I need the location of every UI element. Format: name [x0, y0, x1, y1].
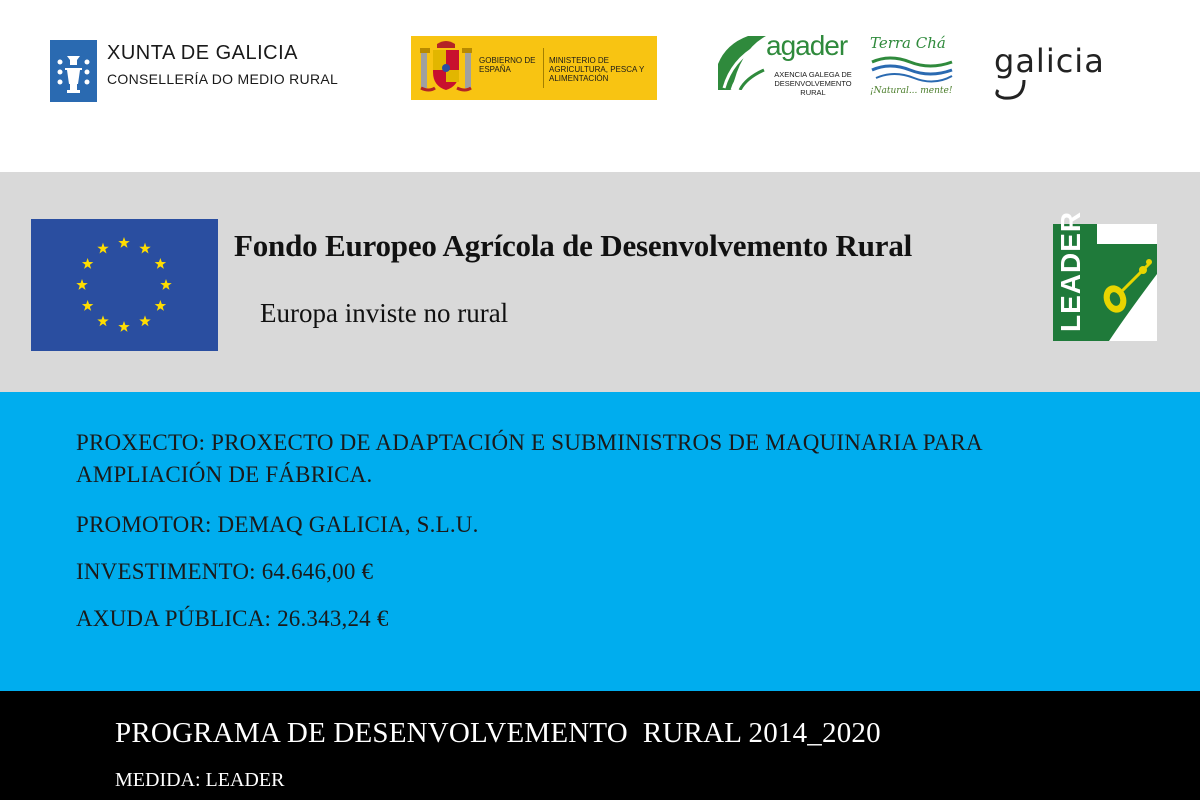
agader-logo [718, 30, 858, 97]
gobierno-text: GOBIERNO DE ESPAÑA [479, 56, 536, 74]
logo-strip [0, 0, 1200, 172]
feader-subtitle: Europa inviste no rural [260, 298, 509, 328]
ministerio-text: MINISTERIO DE AGRICULTURA, PESCA Y ALIMENTACIÓN [549, 56, 645, 83]
promotor-line: PROMOTOR: DEMAQ GALICIA, S.L.U. [76, 512, 479, 537]
eu-star-icon [82, 258, 93, 269]
xunta-de-galicia-logo [50, 40, 350, 102]
eu-star-icon [76, 279, 87, 290]
leader-logo-text: LEADER [1055, 210, 1086, 332]
programa-footer [0, 691, 1200, 800]
terra-cha-name: Terra Chá [870, 34, 946, 52]
feader-title: Fondo Europeo Agrícola de Desenvolvemento Rural [234, 228, 913, 263]
proxecto-line-1: PROXECTO: PROXECTO DE ADAPTACIÓN E SUBMINISTROS DE MAQUINARIA PARA [76, 430, 983, 455]
programa-title: PROGRAMA DE DESENVOLVEMENTO RURAL 2014_2020 [115, 717, 881, 749]
agader-subtitle: AXENCIA GALEGA DE DESENVOLVEMENTO RURAL [774, 70, 852, 97]
gobierno-divider [543, 48, 544, 88]
eu-star-icon [139, 315, 150, 326]
agader-name: agader [766, 30, 848, 61]
eu-star-icon [118, 321, 129, 332]
terra-cha-logo [866, 34, 956, 104]
eu-star-icon [155, 258, 166, 269]
axuda-publica-line: AXUDA PÚBLICA: 26.343,24 € [76, 606, 389, 631]
eu-star-icon [139, 243, 150, 254]
eu-star-icon [97, 243, 108, 254]
terra-cha-tagline: ¡Natural... mente! [870, 86, 953, 96]
eu-star-icon [97, 315, 108, 326]
agader-leaf-icon [718, 36, 768, 90]
medida-text: MEDIDA: LEADER [115, 769, 285, 791]
eu-star-icon [82, 300, 93, 311]
galicia-shield-icon [50, 40, 97, 102]
terra-cha-waves-icon [870, 54, 954, 86]
feader-banner [0, 172, 1200, 392]
investimento-line: INVESTIMENTO: 64.646,00 € [76, 559, 374, 584]
conselleria-name: CONSELLERÍA DO MEDIO RURAL [107, 71, 339, 87]
proxecto-line-2: AMPLIACIÓN DE FÁBRICA. [76, 462, 373, 487]
galicia-logo [994, 42, 1144, 102]
spain-coat-of-arms-icon [417, 38, 475, 98]
eu-star-icon [160, 279, 171, 290]
leader-plant-icon [1097, 224, 1157, 341]
eu-flag-icon [31, 219, 218, 351]
gobierno-de-espana-logo [411, 36, 657, 100]
xunta-title: XUNTA DE GALICIA [107, 42, 299, 64]
eu-star-icon [155, 300, 166, 311]
leader-logo [1053, 210, 1157, 341]
project-info-panel [0, 392, 1200, 691]
galicia-wordmark: galicia [994, 42, 1105, 80]
eu-star-icon [118, 237, 129, 248]
